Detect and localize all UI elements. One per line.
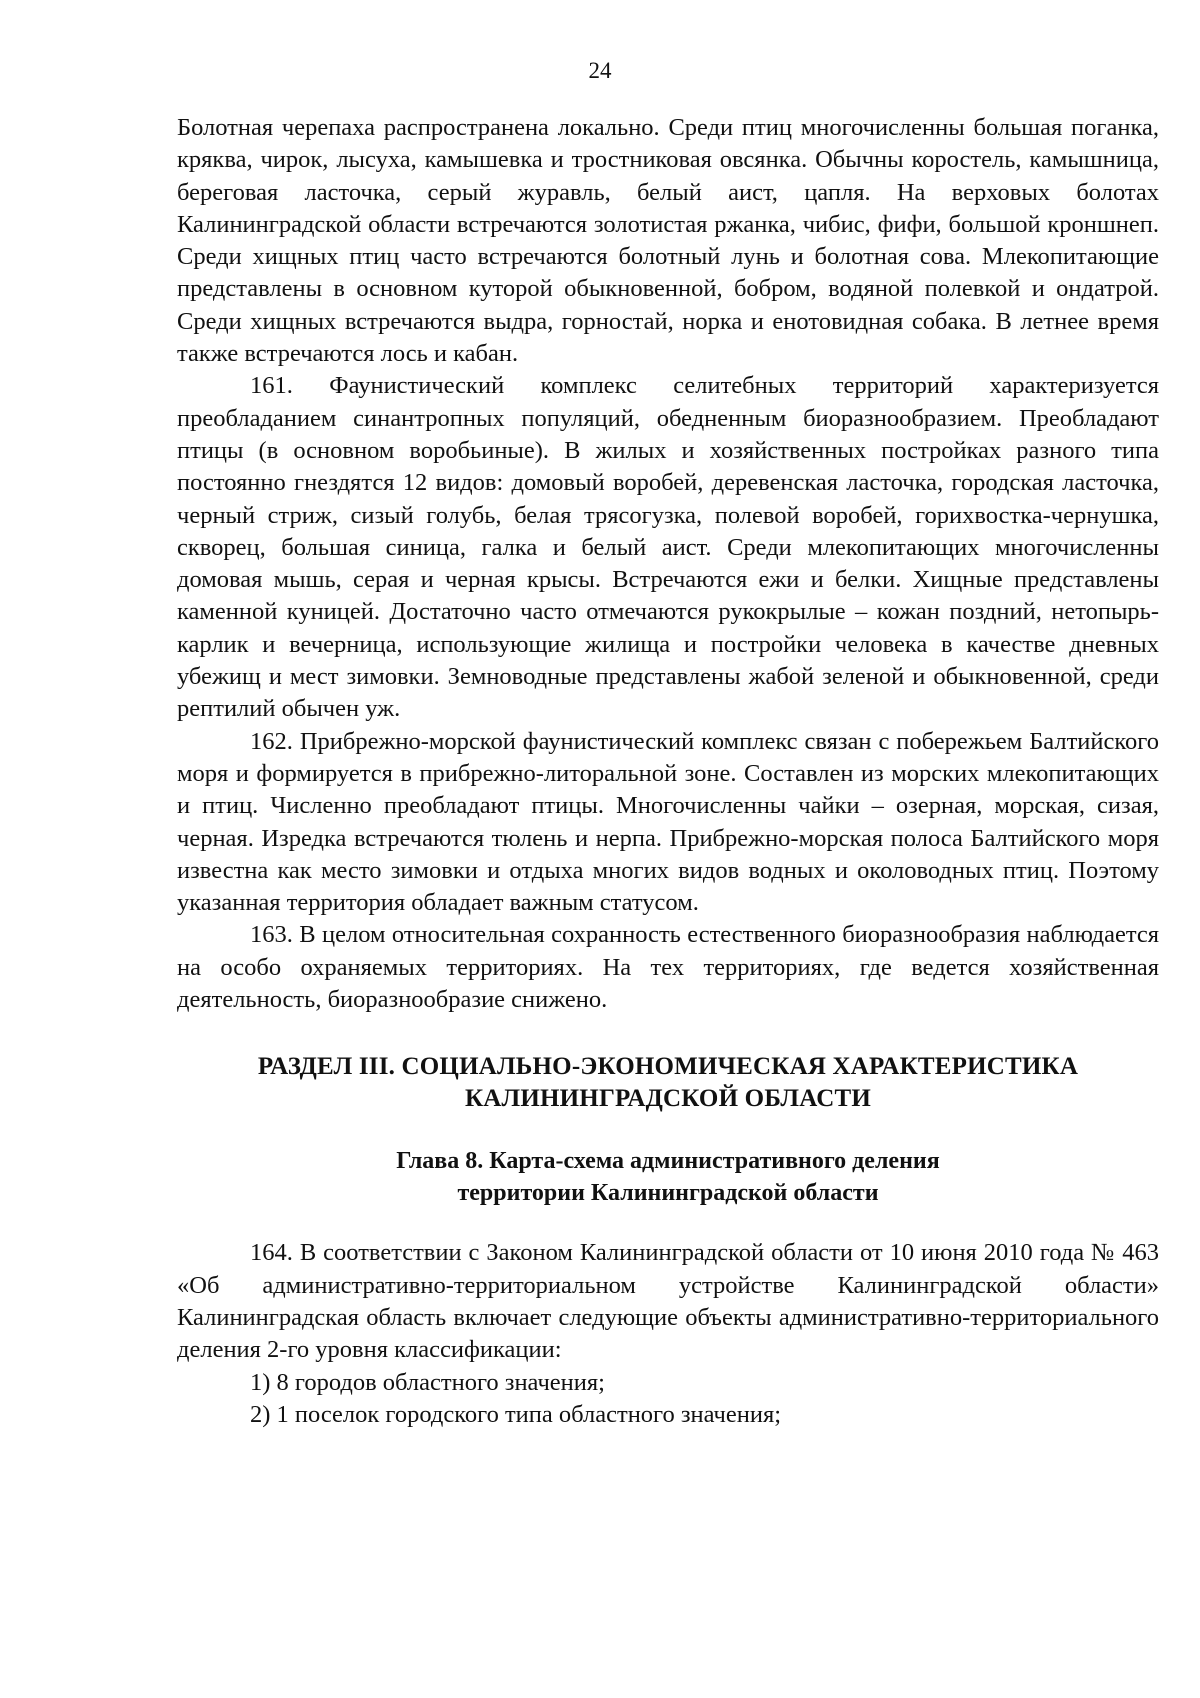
page-number: 24	[588, 58, 612, 83]
paragraph-161: 161. Фаунистический комплекс селитебных территорий характеризуется преобладанием синантропных популяций, обедненным биоразнообразием. Преобладают птицы (в основном воробьиные). В жилых и хозяйственных постройках разного типа постоянно гнездятся 12 видов: домовый воробей, деревенская ласточка, городская ласточка, черный стриж, сизый голубь, белая трясогузка, полевой воробей, горихвостка-чернушка, скворец, большая синица, галка и белый аист. Среди млекопитающих многочисленны домовая мышь, серая и черная крысы. Встречаются ежи и белки. Хищные представлены каменной куницей. Достаточно часто отмечаются рукокрылые – кожан поздний, нетопырь-карлик и вечерница, использующие жилища и постройки человека в качестве дневных убежищ и мест зимовки. Земноводные представлены жабой зеленой и обыкновенной, среди рептилий обычен уж.	[177, 372, 1159, 723]
paragraph-fauna-wetlands: Болотная черепаха распространена локально. Среди птиц многочисленны большая поганка, кряква, чирок, лысуха, камышевка и тростниковая овсянка. Обычны коростель, камышница, береговая ласточка, серый журавль, белый аист, цапля. На верховых болотах Калининградской области встречаются золотистая ржанка, чибис, фифи, большой кроншнеп. Среди хищных птиц часто встречаются болотный лунь и болотная сова. Млекопитающие представлены в основном куторой обыкновенной, бобром, водяной полевкой и ондатрой. Среди хищных встречаются выдра, горностай, норка и енотовидная собака. В летнее время также встречаются лось и кабан.	[177, 114, 1159, 368]
chapter-heading-line-1: Глава 8. Карта-схема административного деления	[396, 1148, 940, 1175]
chapter-heading-line-2: территории Калининградской области	[457, 1180, 879, 1207]
paragraph-163: 163. В целом относительная сохранность естественного биоразнообразия наблюдается на особо охраняемых территориях. На тех территориях, где ведется хозяйственная деятельность, биоразнообразие снижено.	[177, 921, 1159, 1014]
body-text	[177, 112, 1159, 1431]
paragraph-162: 162. Прибрежно-морской фаунистический комплекс связан с побережьем Балтийского моря и формируется в прибрежно-литоральной зоне. Составлен из морских млекопитающих и птиц. Численно преобладают птицы. Многочисленны чайки – озерная, морская, сизая, черная. Изредка встречаются тюлень и нерпа. Прибрежно-морская полоса Балтийского моря известна как место зимовки и отдыха многих видов водных и околоводных птиц. Поэтому указанная территория обладает важным статусом.	[177, 727, 1159, 917]
chapter-heading	[177, 1145, 1159, 1209]
section-heading-line-2: КАЛИНИНГРАДСКОЙ ОБЛАСТИ	[464, 1085, 872, 1113]
paragraph-164: 164. В соответствии с Законом Калининградской области от 10 июня 2010 года № 463 «Об административно-территориальном устройстве Калининградской области» Калининградская область включает следующие объекты административно-территориального деления 2-го уровня классификации:	[177, 1239, 1159, 1364]
list-item: 2) 1 поселок городского типа областного значения;	[250, 1400, 782, 1428]
section-heading-line-1: РАЗДЕЛ III. СОЦИАЛЬНО-ЭКОНОМИЧЕСКАЯ ХАРАКТЕРИСТИКА	[257, 1053, 1079, 1081]
section-heading	[177, 1051, 1159, 1115]
list-item: 1) 8 городов областного значения;	[250, 1368, 605, 1396]
